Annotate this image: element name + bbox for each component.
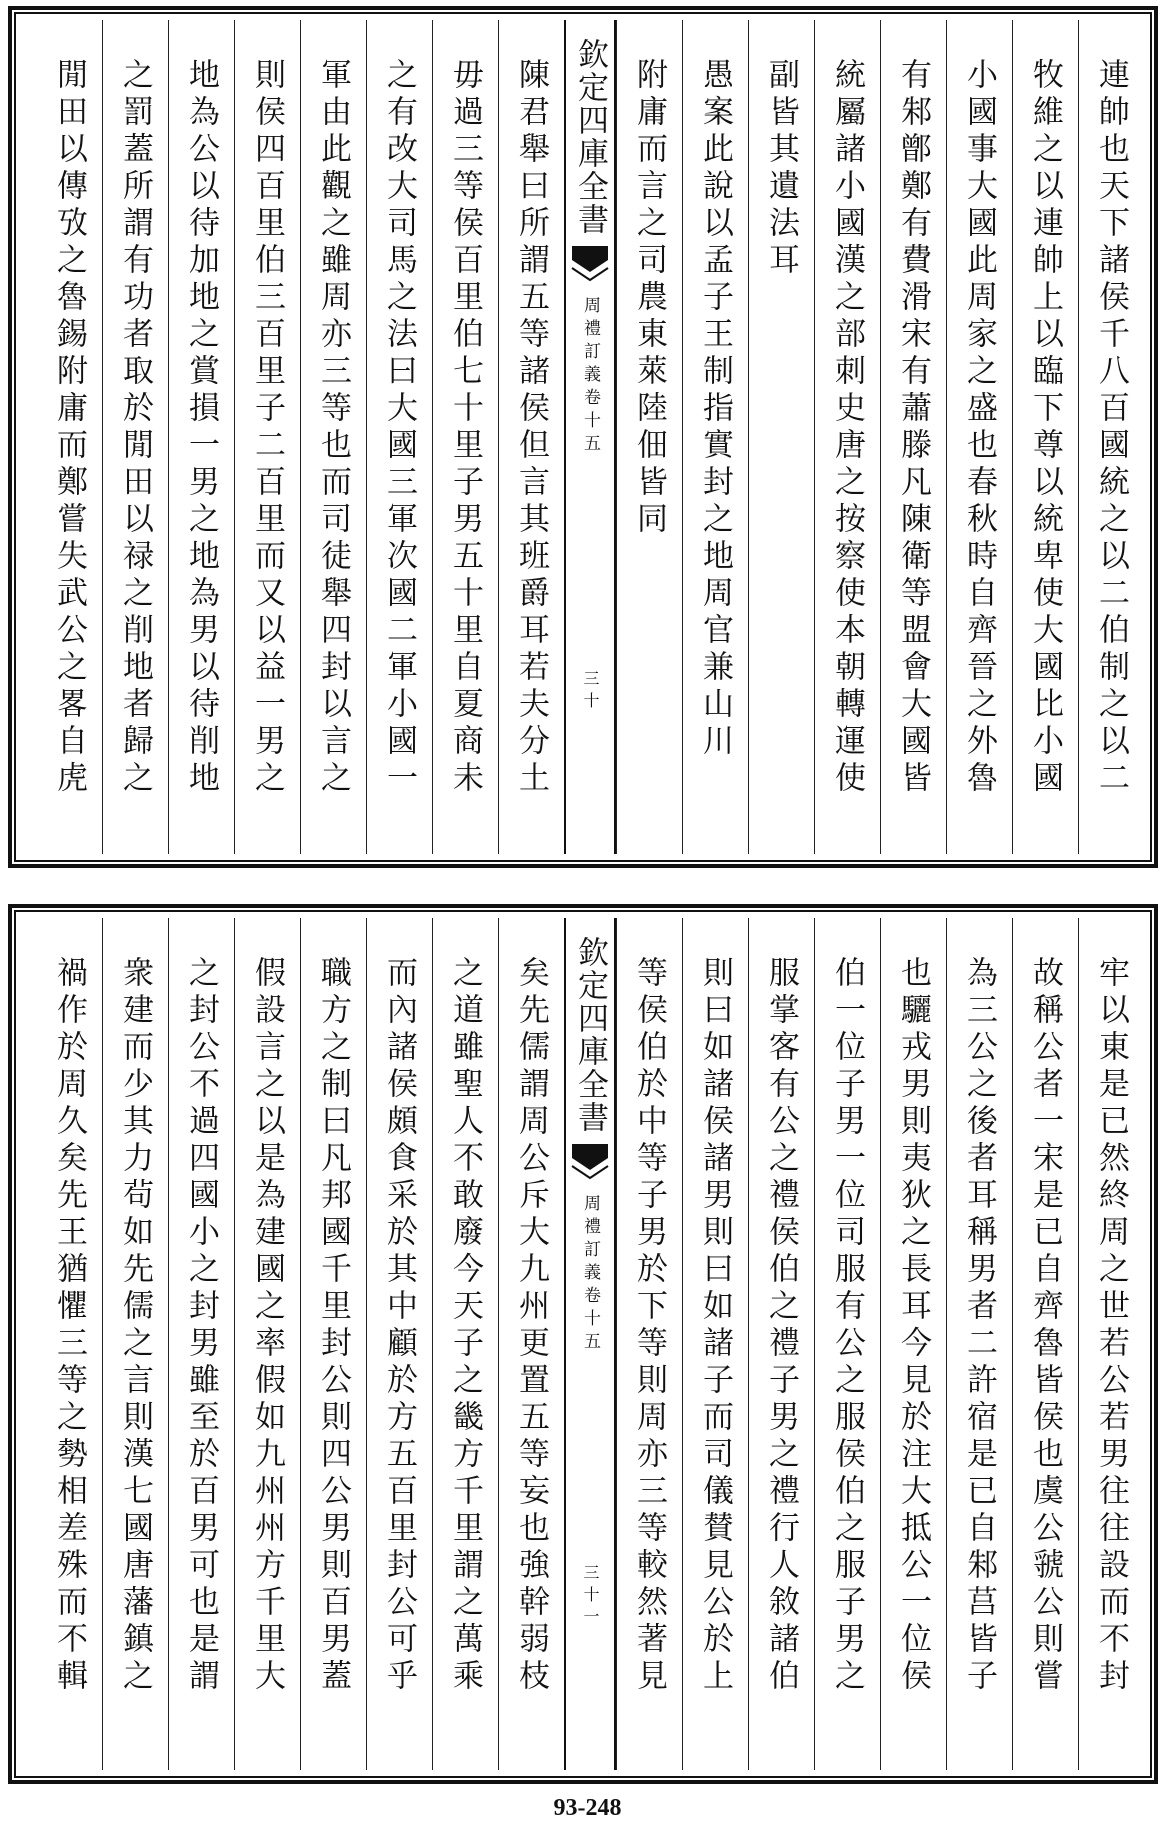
page-bottom bbox=[8, 904, 1158, 1784]
book-title: 欽定四庫全書 bbox=[572, 936, 608, 1134]
fishtail-mark-icon bbox=[570, 1140, 610, 1180]
text-column: 之罰蓋所謂有功者取於閒田以禄之削地者歸之 bbox=[102, 20, 168, 854]
text-column: 而內諸侯頗食采於其中顧於方五百里封公可乎 bbox=[366, 918, 432, 1770]
text-column: 毋過三等侯百里伯七十里子男五十里自夏商未 bbox=[432, 20, 498, 854]
page-top bbox=[8, 6, 1158, 868]
volume-label bbox=[579, 1194, 601, 1355]
text-column: 故稱公者一宋是已自齊魯皆侯也虞公虢公則嘗 bbox=[1012, 918, 1078, 1770]
text-column: 軍由此觀之雖周亦三等也而司徒舉四封以言之 bbox=[300, 20, 366, 854]
text-columns bbox=[22, 918, 1144, 1770]
text-column: 小國事大國此周家之盛也春秋時自齊晉之外魯 bbox=[946, 20, 1012, 854]
text-column: 職方之制曰凡邦國千里封公則四公男則百男蓋 bbox=[300, 918, 366, 1770]
center-fold bbox=[564, 918, 616, 1770]
center-fold bbox=[564, 20, 616, 854]
text-column: 之道雖聖人不敢廢今天子之畿方千里謂之萬乘 bbox=[432, 918, 498, 1770]
text-column: 之封公不過四國小之封男雖至於百男可也是謂 bbox=[168, 918, 234, 1770]
text-column: 陳君舉曰所謂五等諸侯但言其班爵耳若夫分土 bbox=[498, 20, 564, 854]
volume-number: 卷十五 bbox=[580, 1286, 600, 1355]
text-column: 牧維之以連帥上以臨下尊以統卑使大國比小國 bbox=[1012, 20, 1078, 854]
text-column: 閒田以傳攷之魯錫附庸而鄭嘗失武公之畧自虎 bbox=[51, 58, 87, 798]
volume-label bbox=[579, 296, 601, 457]
text-column: 有邾鄫鄭有費滑宋有蕭滕凡陳衛等盟會大國皆 bbox=[880, 20, 946, 854]
footer-page-code: 93-248 bbox=[553, 1795, 622, 1821]
text-column: 等侯伯於中等子男於下等則周亦三等較然著見 bbox=[616, 918, 682, 1770]
text-column: 為三公之後者耳稱男者二許宿是已自邾莒皆子 bbox=[946, 918, 1012, 1770]
text-column: 禍作於周久矣先王猶懼三等之勢相差殊而不輯 bbox=[51, 956, 87, 1696]
text-column: 愚案此說以孟子王制指實封之地周官兼山川 bbox=[682, 20, 748, 854]
volume-title: 周禮訂義 bbox=[580, 296, 600, 388]
text-column: 則曰如諸侯諸男則曰如諸子而司儀賛見公於上 bbox=[682, 918, 748, 1770]
text-column: 統屬諸小國漢之部刺史唐之按察使本朝轉運使 bbox=[814, 20, 880, 854]
text-column: 牢以東是已然終周之世若公若男往往設而不封 bbox=[1078, 918, 1144, 1770]
page-number: 三十 bbox=[581, 670, 600, 714]
text-column: 矣先儒謂周公斥大九州更置五等妄也強幹弱枝 bbox=[498, 918, 564, 1770]
text-column: 連帥也天下諸侯千八百國統之以二伯制之以二 bbox=[1078, 20, 1144, 854]
text-column: 服掌客有公之禮侯伯之禮子男之禮行人敘諸伯 bbox=[748, 918, 814, 1770]
text-column: 則侯四百里伯三百里子二百里而又以益一男之 bbox=[234, 20, 300, 854]
text-columns bbox=[22, 20, 1144, 854]
text-column: 伯一位子男一位司服有公之服侯伯之服子男之 bbox=[814, 918, 880, 1770]
fishtail-mark-icon bbox=[570, 242, 610, 282]
text-column: 副皆其遺法耳 bbox=[748, 20, 814, 854]
text-column: 假設言之以是為建國之率假如九州州方千里大 bbox=[234, 918, 300, 1770]
text-column: 附庸而言之司農東萊陸佃皆同 bbox=[616, 20, 682, 854]
volume-title: 周禮訂義 bbox=[580, 1194, 600, 1286]
text-column: 也驪戎男則夷狄之長耳今見於注大抵公一位侯 bbox=[880, 918, 946, 1770]
text-column: 地為公以待加地之賞損一男之地為男以待削地 bbox=[168, 20, 234, 854]
page-number: 三十一 bbox=[581, 1564, 600, 1630]
text-column: 衆建而少其力茍如先儒之言則漢七國唐藩鎮之 bbox=[102, 918, 168, 1770]
book-title: 欽定四庫全書 bbox=[572, 38, 608, 236]
text-column: 之有改大司馬之法曰大國三軍次國二軍小國一 bbox=[366, 20, 432, 854]
volume-number: 卷十五 bbox=[580, 388, 600, 457]
